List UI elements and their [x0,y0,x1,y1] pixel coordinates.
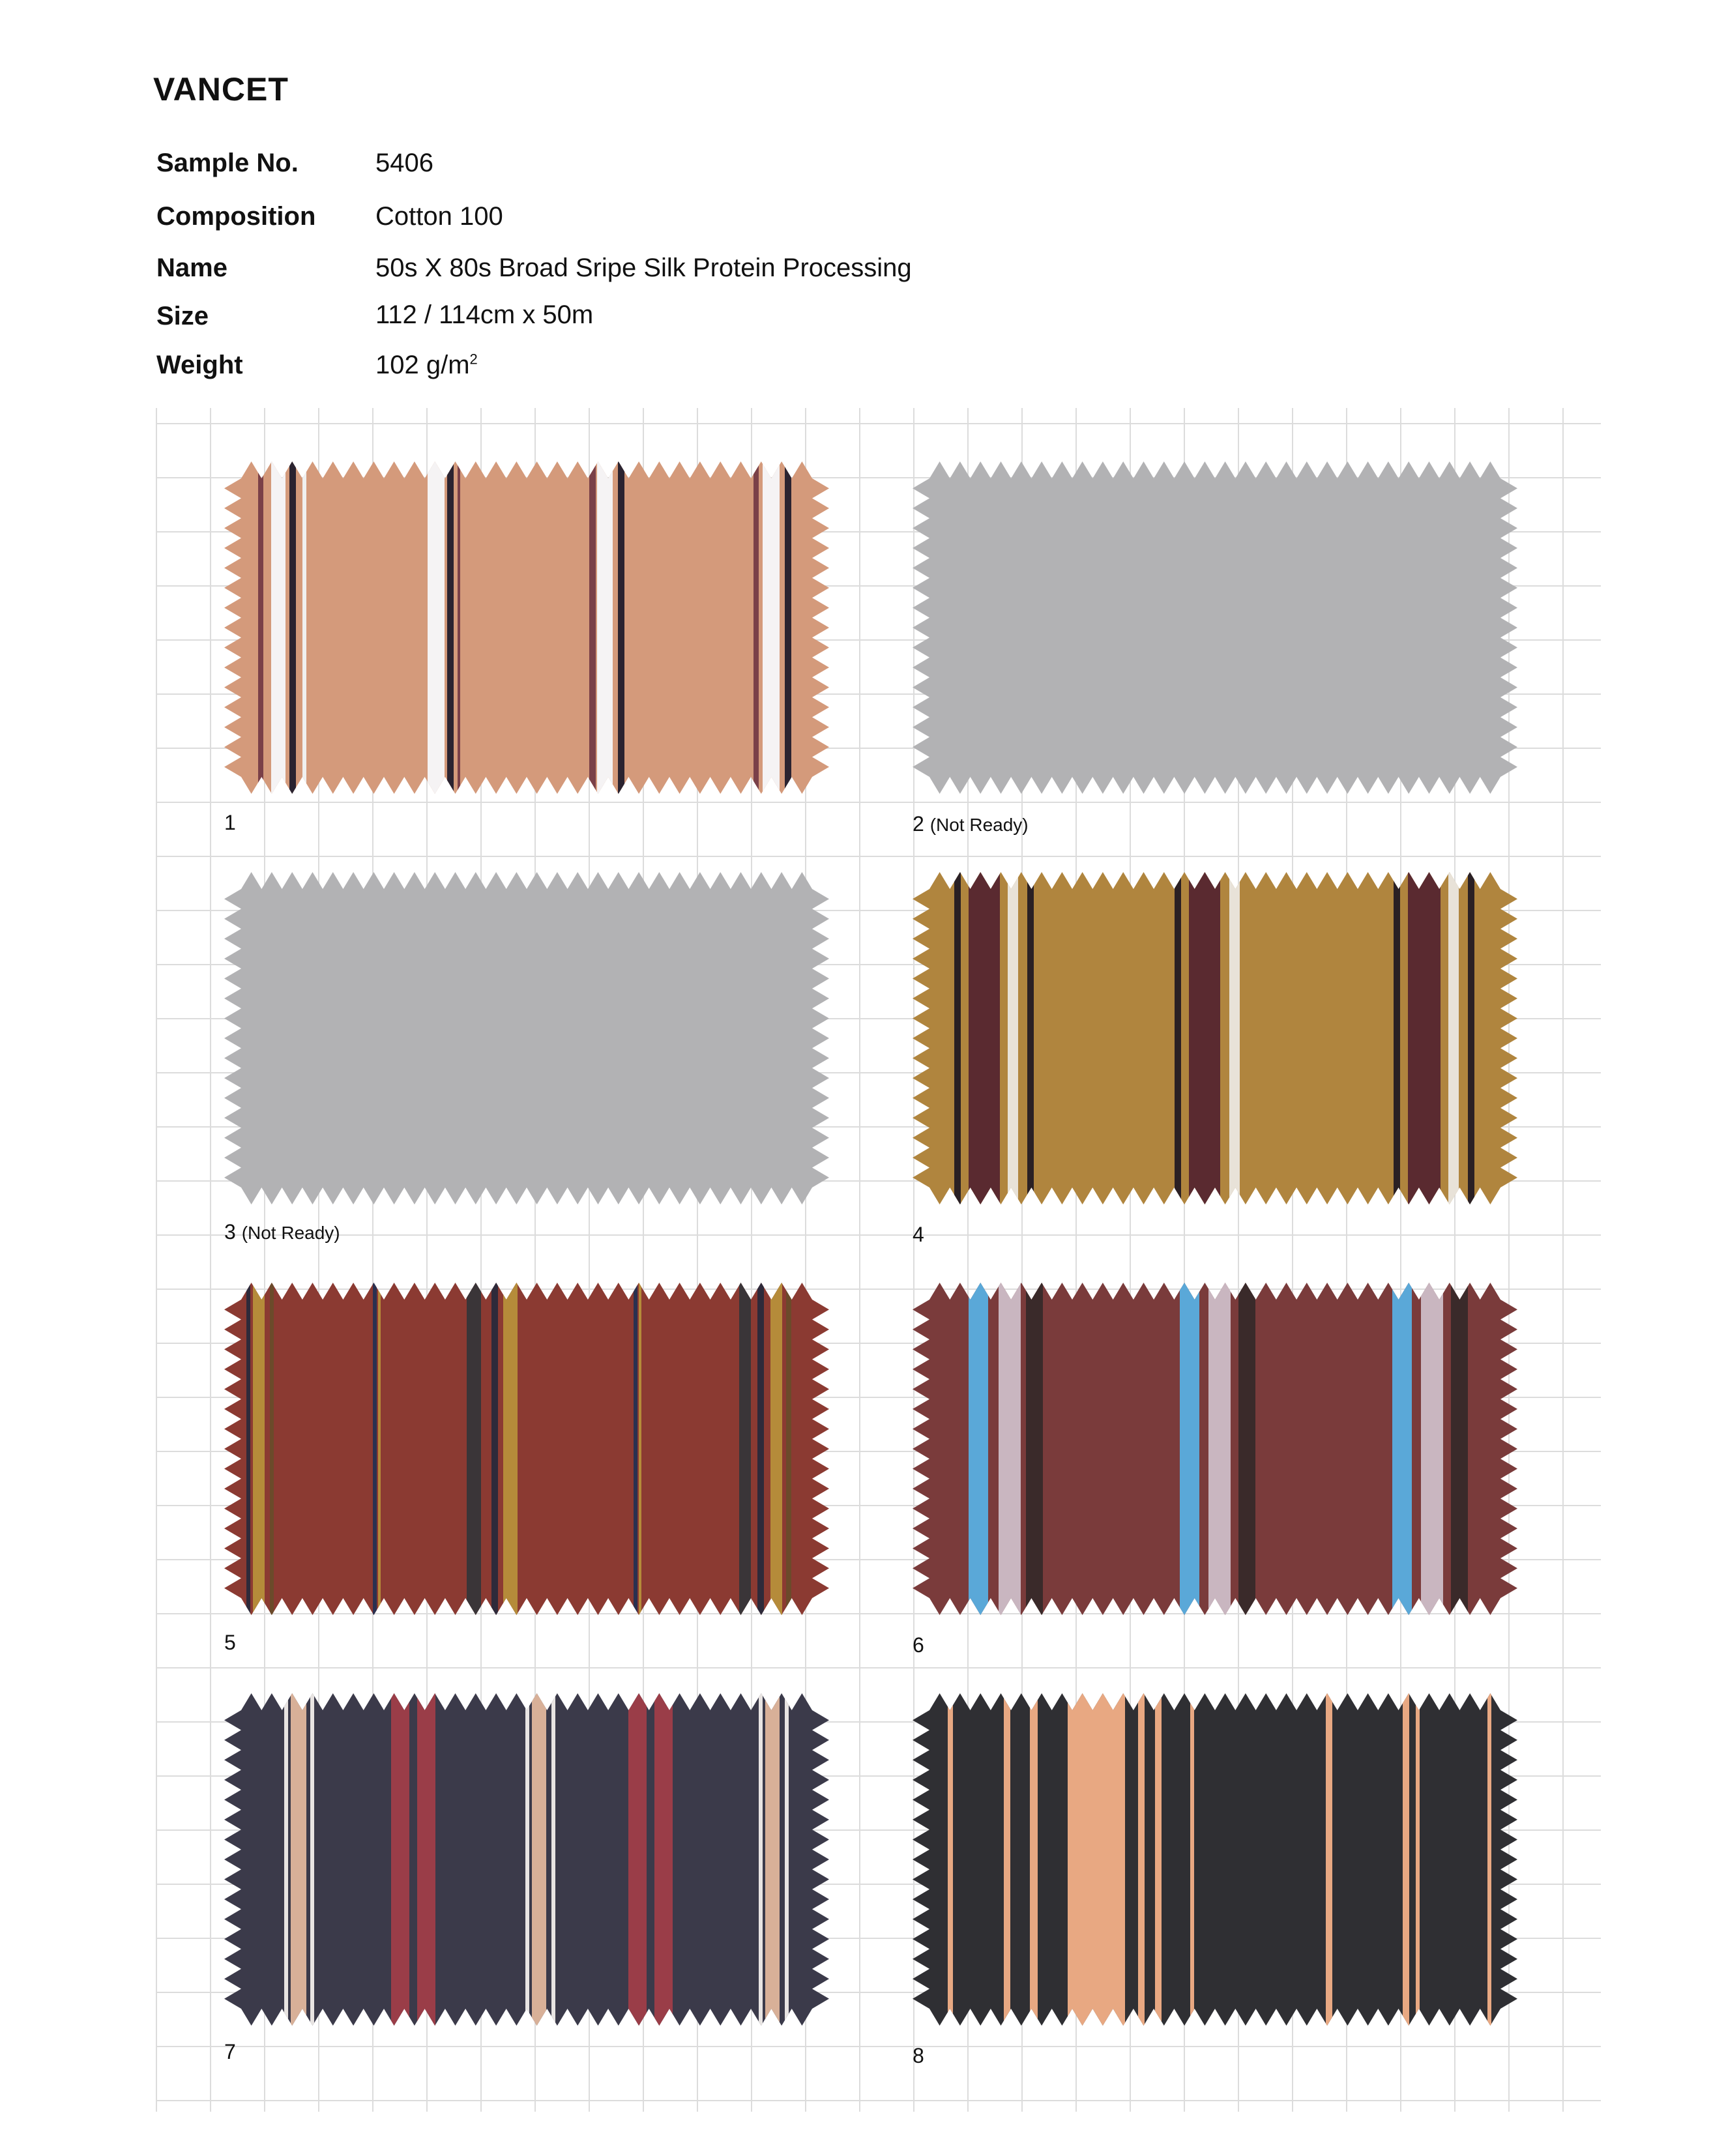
fabric-swatch-7 [224,1693,829,2026]
fabric-stripe [1408,872,1441,1204]
fabric-stripe [1392,1283,1412,1615]
fabric-stripe [467,1283,481,1615]
fabric-stripe [1403,1693,1409,2026]
fabric-stripe [503,1283,518,1615]
spec-value-size: 112 / 114cm x 50m [375,300,594,329]
spec-value-sample-no: 5406 [375,149,433,177]
fabric-stripe [302,461,306,794]
fabric-stripe [785,461,791,794]
fabric-stripe [1326,1693,1332,2026]
swatch-number: 8 [913,2044,924,2067]
spec-label-name: Name [156,254,227,282]
brand-title: VANCET [153,71,289,108]
fabric-stripe [1421,1283,1443,1615]
fabric-stripe [447,461,454,794]
fabric-stripe [639,1283,641,1615]
fabric-stripe [1451,1283,1468,1615]
swatch-caption-4 [913,1223,924,1247]
fabric-stripe [253,1283,265,1615]
fabric-stripe [1229,872,1240,1204]
swatch-number: 7 [224,2040,236,2063]
fabric-stripe [1416,1693,1420,2026]
swatch-note: (Not Ready) [929,815,1029,835]
fabric-stripe [634,1283,637,1615]
spec-label-sample-no: Sample No. [156,149,299,177]
swatch-number: 1 [224,811,236,834]
fabric-stripe [628,1693,647,2026]
swatch-number: 5 [224,1631,236,1654]
fabric-stripe [1155,1693,1162,2026]
fabric-stripe [1189,872,1220,1204]
fabric-stripe [284,1693,288,2026]
spec-value-name: 50s X 80s Broad Sripe Silk Protein Processing [375,254,912,282]
fabric-stripe [1468,872,1474,1204]
fabric-stripe [1175,872,1181,1204]
fabric-stripe [373,1283,377,1615]
spec-label-composition: Composition [156,202,316,231]
fabric-stripe [759,1693,763,2026]
swatch-number: 3 [224,1220,236,1244]
fabric-stripe [378,1283,381,1615]
fabric-stripe [763,461,780,794]
swatch-caption-8 [913,2044,924,2068]
fabric-stripe [1030,1693,1038,2026]
fabric-swatch-8 [913,1693,1517,2026]
fabric-stripe [458,461,460,794]
fabric-stripe [310,1693,314,2026]
fabric-stripe [1138,1693,1145,2026]
weight-superscript: 2 [469,351,478,368]
fabric-stripe [551,1693,555,2026]
fabric-stripe [739,1283,751,1615]
swatch-fabric-background [913,1693,1517,2026]
fabric-stripe [589,461,596,794]
swatch-fabric-background [224,461,829,794]
fabric-stripe [258,461,263,794]
swatch-caption-6 [913,1633,924,1657]
fabric-stripe [785,1693,789,2026]
fabric-stripe [597,461,613,794]
fabric-stripe [948,1693,953,2026]
fabric-stripe [654,1693,673,2026]
fabric-stripe [1238,1283,1255,1615]
fabric-stripe [1008,872,1018,1204]
fabric-stripe [1027,872,1034,1204]
fabric-stripe [525,1693,529,2026]
swatch-caption-7 [224,2040,236,2064]
fabric-stripe [417,1693,435,2026]
spec-value-composition: Cotton 100 [375,202,503,231]
fabric-stripe [618,461,624,794]
swatch-caption-3 [224,1220,340,1244]
fabric-stripe [391,1693,409,2026]
swatch-number: 2 [913,812,924,836]
fabric-stripe [491,1283,498,1615]
fabric-stripe [954,872,961,1204]
swatch-number: 4 [913,1223,924,1246]
swatch-fabric-background [224,872,829,1204]
swatch-number: 6 [913,1633,924,1657]
fabric-swatch-5 [224,1283,829,1615]
fabric-stripe [246,1283,250,1615]
fabric-stripe [786,1283,791,1615]
fabric-stripe [753,461,759,794]
fabric-stripe [770,1283,782,1615]
fabric-swatch-2 [913,461,1517,794]
fabric-stripe [969,1283,988,1615]
fabric-stripe [270,1283,274,1615]
fabric-stripe [289,461,296,794]
fabric-stripe [1068,1693,1125,2026]
spec-label-weight: Weight [156,351,243,379]
fabric-swatch-6 [913,1283,1517,1615]
fabric-stripe [969,872,1000,1204]
fabric-stripe [291,1693,306,2026]
fabric-stripe [1180,1283,1199,1615]
fabric-stripe [428,461,445,794]
fabric-stripe [1448,872,1459,1204]
fabric-stripe [271,461,285,794]
weight-number: 102 g/m [375,351,470,379]
swatch-note: (Not Ready) [241,1223,340,1243]
fabric-swatch-4 [913,872,1517,1204]
spec-label-size: Size [156,302,209,330]
fabric-stripe [1208,1283,1231,1615]
fabric-stripe [532,1693,546,2026]
fabric-swatch-3 [224,872,829,1204]
fabric-swatch-1 [224,461,829,794]
fabric-stripe [1026,1283,1043,1615]
fabric-stripe [757,1283,764,1615]
swatch-caption-5 [224,1631,236,1655]
fabric-stripe [1394,872,1400,1204]
swatch-caption-2 [913,812,1029,836]
swatch-caption-1 [224,811,236,835]
swatch-fabric-background [913,461,1517,794]
fabric-stripe [765,1693,780,2026]
swatch-fabric-background [224,1283,829,1615]
fabric-stripe [1487,1693,1491,2026]
fabric-stripe [1190,1693,1194,2026]
fabric-stripe [1004,1693,1010,2026]
fabric-stripe [999,1283,1021,1615]
